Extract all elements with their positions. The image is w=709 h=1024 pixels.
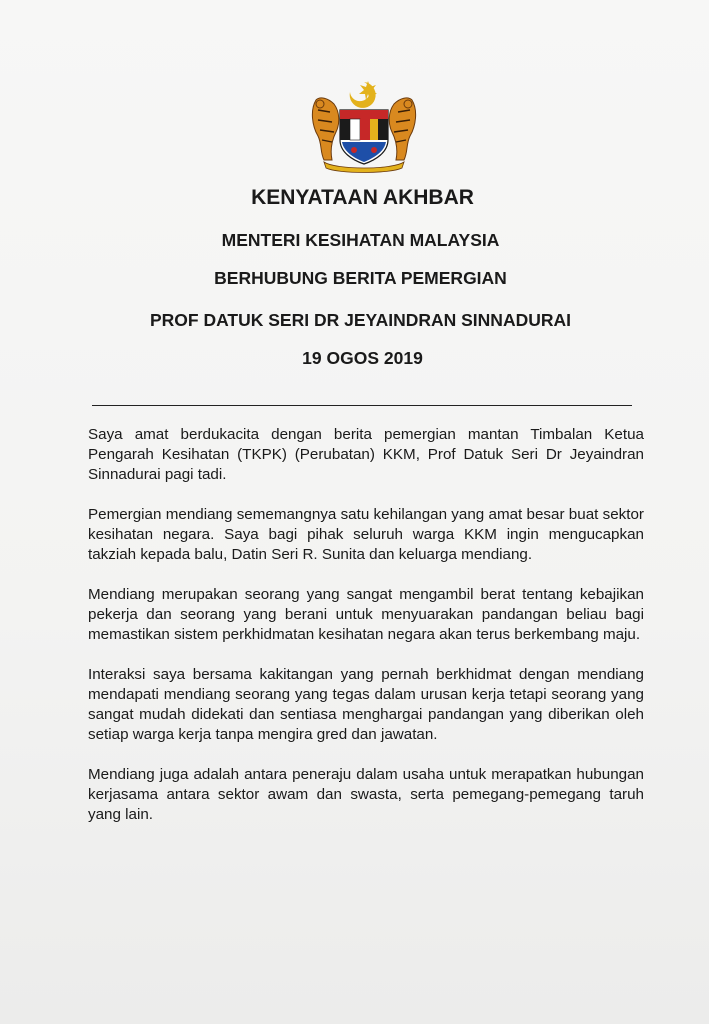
paragraph-5: Mendiang juga adalah antara peneraju dalam usaha untuk merapatkan hubungan kerjasama antara sektor awam dan swasta, serta pemegang-pemegang taruh yang lain. xyxy=(88,766,644,823)
document-body xyxy=(88,425,644,845)
paragraph-2: Pemergian mendiang sememangnya satu kehilangan yang amat besar buat sektor kesihatan negara. Saya bagi pihak seluruh warga KKM ingin mengucapkan takziah kepada balu, Datin Seri R. Sunita dan keluarga mendiang. xyxy=(88,506,644,563)
paragraph-3: Mendiang merupakan seorang yang sangat mengambil berat tentang kebajikan pekerja dan seorang yang berani untuk menyuarakan pandangan beliau bagi memastikan sistem perkhidmatan kesihatan negara akan terus berkembang maju. xyxy=(88,586,644,643)
document-date: 19 OGOS 2019 xyxy=(302,348,423,368)
paragraph-4: Interaksi saya bersama kakitangan yang pernah berkhidmat dengan mendiang mendapati mendiang seorang yang tegas dalam urusan kerja tetapi seorang yang sangat mudah didekati dan sentiasa menghargai pandangan yang diberikan oleh setiap warga kerja tanpa mengira gred dan jawatan. xyxy=(88,666,644,743)
paragraph-1: Saya amat berdukacita dengan berita pemergian mantan Timbalan Ketua Pengarah Kesihatan (TKPK) (Perubatan) KKM, Prof Datuk Seri Dr Jeyaindran Sinnadurai pagi tadi. xyxy=(88,426,644,483)
document-title: KENYATAAN AKHBAR xyxy=(251,186,474,209)
subtitle-line-2: BERHUBUNG BERITA PEMERGIAN xyxy=(214,268,507,288)
subtitle-line-1: MENTERI KESIHATAN MALAYSIA xyxy=(221,230,500,250)
header-divider xyxy=(92,405,632,406)
subtitle-line-3: PROF DATUK SERI DR JEYAINDRAN SINNADURAI xyxy=(149,310,571,330)
malaysia-coat-of-arms-icon xyxy=(306,80,422,174)
